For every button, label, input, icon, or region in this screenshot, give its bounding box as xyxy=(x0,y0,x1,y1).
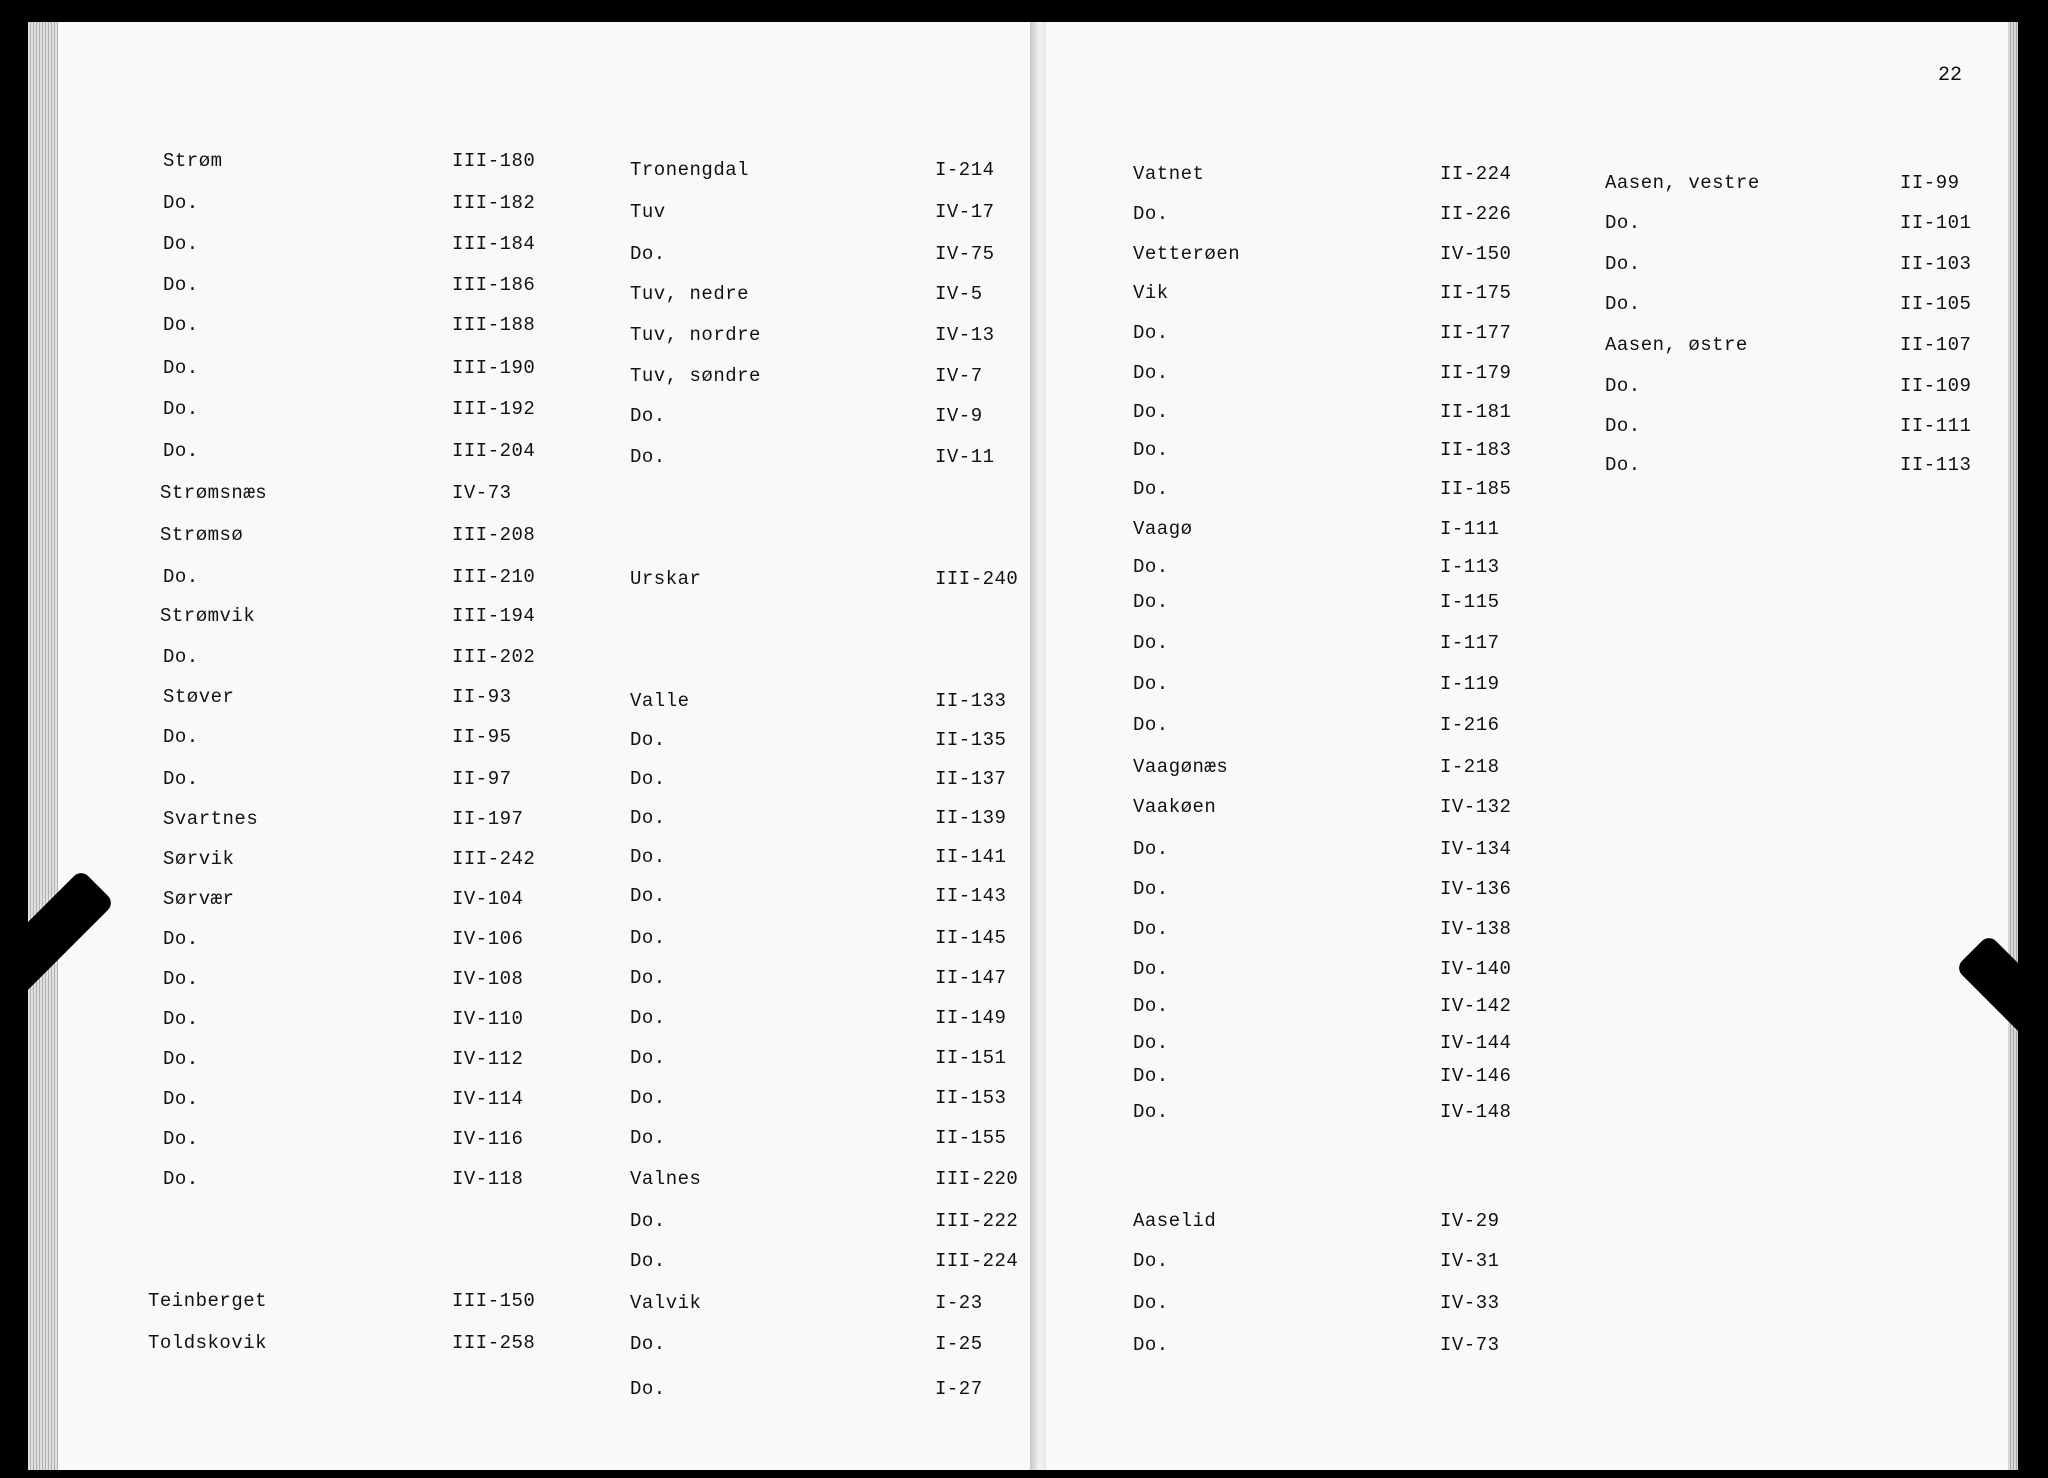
page-stack-edge-right xyxy=(2008,22,2018,1470)
entry-name: Do. xyxy=(163,726,199,748)
entry-reference: IV-29 xyxy=(1440,1210,1500,1232)
entry-reference: IV-108 xyxy=(452,968,524,990)
entry-name: Tuv, nordre xyxy=(630,324,761,346)
entry-name: Do. xyxy=(163,1008,199,1030)
entry-name: Do. xyxy=(630,1127,666,1149)
entry-reference: IV-112 xyxy=(452,1048,524,1070)
entry-name: Do. xyxy=(630,729,666,751)
page-number: 22 xyxy=(1938,64,1963,87)
entry-reference: III-188 xyxy=(452,314,536,336)
entry-name: Do. xyxy=(163,768,199,790)
entry-reference: II-141 xyxy=(935,846,1007,868)
entry-name: Strøm xyxy=(163,150,223,172)
entry-name: Do. xyxy=(1133,673,1169,695)
entry-reference: III-242 xyxy=(452,848,536,870)
entry-reference: IV-144 xyxy=(1440,1032,1512,1054)
entry-reference: II-181 xyxy=(1440,401,1512,423)
entry-reference: III-210 xyxy=(452,566,536,588)
entry-reference: II-151 xyxy=(935,1047,1007,1069)
entry-name: Do. xyxy=(1133,1032,1169,1054)
entry-reference: I-119 xyxy=(1440,673,1500,695)
entry-name: Do. xyxy=(1133,322,1169,344)
entry-name: Vatnet xyxy=(1133,163,1205,185)
entry-reference: III-204 xyxy=(452,440,536,462)
entry-reference: I-117 xyxy=(1440,632,1500,654)
entry-reference: IV-142 xyxy=(1440,995,1512,1017)
entry-name: Do. xyxy=(1133,591,1169,613)
entry-reference: III-150 xyxy=(452,1290,536,1312)
entry-name: Strømvik xyxy=(160,605,256,627)
entry-name: Vik xyxy=(1133,282,1169,304)
entry-reference: IV-132 xyxy=(1440,796,1512,818)
entry-name: Do. xyxy=(163,1128,199,1150)
entry-name: Do. xyxy=(630,405,666,427)
entry-reference: I-111 xyxy=(1440,518,1500,540)
entry-name: Do. xyxy=(1133,1334,1169,1356)
entry-reference: II-177 xyxy=(1440,322,1512,344)
entry-reference: II-107 xyxy=(1900,334,1972,356)
entry-name: Do. xyxy=(630,1007,666,1029)
entry-reference: IV-116 xyxy=(452,1128,524,1150)
entry-name: Do. xyxy=(630,807,666,829)
entry-name: Aasen, vestre xyxy=(1605,172,1760,194)
entry-reference: I-25 xyxy=(935,1333,983,1355)
entry-reference: III-222 xyxy=(935,1210,1019,1232)
entry-name: Do. xyxy=(630,1047,666,1069)
entry-reference: II-103 xyxy=(1900,253,1972,275)
entry-reference: II-113 xyxy=(1900,454,1972,476)
entry-name: Do. xyxy=(163,440,199,462)
entry-reference: IV-5 xyxy=(935,283,983,305)
entry-name: Do. xyxy=(1133,362,1169,384)
entry-name: Do. xyxy=(163,314,199,336)
entry-name: Do. xyxy=(163,968,199,990)
entry-reference: IV-11 xyxy=(935,446,995,468)
entry-reference: IV-136 xyxy=(1440,878,1512,900)
entry-reference: I-115 xyxy=(1440,591,1500,613)
entry-name: Do. xyxy=(1133,1292,1169,1314)
entry-name: Valvik xyxy=(630,1292,702,1314)
entry-reference: IV-9 xyxy=(935,405,983,427)
entry-reference: I-23 xyxy=(935,1292,983,1314)
entry-reference: II-101 xyxy=(1900,212,1972,234)
entry-name: Vaakøen xyxy=(1133,796,1217,818)
entry-reference: II-149 xyxy=(935,1007,1007,1029)
entry-name: Do. xyxy=(1605,375,1641,397)
entry-name: Do. xyxy=(630,243,666,265)
entry-reference: II-224 xyxy=(1440,163,1512,185)
entry-reference: IV-75 xyxy=(935,243,995,265)
entry-reference: IV-138 xyxy=(1440,918,1512,940)
page-stack-edge-left xyxy=(28,22,58,1470)
entry-reference: II-97 xyxy=(452,768,512,790)
entry-reference: IV-31 xyxy=(1440,1250,1500,1272)
entry-reference: III-182 xyxy=(452,192,536,214)
entry-reference: II-111 xyxy=(1900,415,1972,437)
entry-name: Do. xyxy=(630,885,666,907)
entry-reference: III-186 xyxy=(452,274,536,296)
entry-reference: IV-7 xyxy=(935,365,983,387)
entry-name: Do. xyxy=(1133,995,1169,1017)
entry-name: Vetterøen xyxy=(1133,243,1241,265)
entry-reference: III-202 xyxy=(452,646,536,668)
entry-name: Tronengdal xyxy=(630,159,750,181)
entry-reference: III-224 xyxy=(935,1250,1019,1272)
entry-reference: I-214 xyxy=(935,159,995,181)
entry-name: Do. xyxy=(1133,918,1169,940)
entry-reference: II-197 xyxy=(452,808,524,830)
entry-reference: II-93 xyxy=(452,686,512,708)
entry-reference: II-105 xyxy=(1900,293,1972,315)
entry-reference: IV-73 xyxy=(1440,1334,1500,1356)
entry-name: Tuv xyxy=(630,201,666,223)
entry-name: Do. xyxy=(1133,958,1169,980)
entry-name: Vaagønæs xyxy=(1133,756,1229,778)
entry-name: Do. xyxy=(1133,1065,1169,1087)
entry-name: Do. xyxy=(163,233,199,255)
entry-reference: II-95 xyxy=(452,726,512,748)
entry-reference: III-258 xyxy=(452,1332,536,1354)
entry-reference: II-175 xyxy=(1440,282,1512,304)
entry-reference: II-133 xyxy=(935,690,1007,712)
entry-name: Valle xyxy=(630,690,690,712)
entry-name: Do. xyxy=(630,1250,666,1272)
entry-reference: IV-17 xyxy=(935,201,995,223)
entry-name: Valnes xyxy=(630,1168,702,1190)
entry-name: Aaselid xyxy=(1133,1210,1217,1232)
entry-reference: I-27 xyxy=(935,1378,983,1400)
entry-reference: IV-146 xyxy=(1440,1065,1512,1087)
entry-name: Do. xyxy=(630,1087,666,1109)
entry-name: Do. xyxy=(1133,878,1169,900)
entry-name: Do. xyxy=(1133,556,1169,578)
entry-name: Do. xyxy=(1133,401,1169,423)
entry-reference: II-139 xyxy=(935,807,1007,829)
entry-reference: III-190 xyxy=(452,357,536,379)
entry-name: Toldskovik xyxy=(148,1332,268,1354)
entry-reference: I-113 xyxy=(1440,556,1500,578)
entry-name: Do. xyxy=(630,1210,666,1232)
entry-name: Do. xyxy=(630,967,666,989)
entry-name: Do. xyxy=(163,1088,199,1110)
entry-reference: III-180 xyxy=(452,150,536,172)
entry-reference: III-194 xyxy=(452,605,536,627)
entry-reference: II-183 xyxy=(1440,439,1512,461)
entry-reference: II-109 xyxy=(1900,375,1972,397)
book-gutter xyxy=(1030,22,1046,1470)
entry-reference: IV-140 xyxy=(1440,958,1512,980)
entry-reference: IV-104 xyxy=(452,888,524,910)
entry-name: Do. xyxy=(163,1168,199,1190)
entry-name: Sørvær xyxy=(163,888,235,910)
entry-name: Tuv, søndre xyxy=(630,365,761,387)
entry-name: Do. xyxy=(163,928,199,950)
entry-reference: IV-150 xyxy=(1440,243,1512,265)
entry-reference: III-220 xyxy=(935,1168,1019,1190)
entry-reference: II-145 xyxy=(935,927,1007,949)
entry-name: Vaagø xyxy=(1133,518,1193,540)
entry-name: Do. xyxy=(163,398,199,420)
entry-name: Do. xyxy=(1133,632,1169,654)
entry-name: Do. xyxy=(163,357,199,379)
entry-reference: III-240 xyxy=(935,568,1019,590)
entry-reference: II-143 xyxy=(935,885,1007,907)
left-page xyxy=(58,22,1039,1470)
entry-name: Do. xyxy=(1133,1101,1169,1123)
entry-reference: IV-110 xyxy=(452,1008,524,1030)
entry-reference: II-155 xyxy=(935,1127,1007,1149)
entry-name: Do. xyxy=(630,1378,666,1400)
entry-name: Sørvik xyxy=(163,848,235,870)
entry-name: Urskar xyxy=(630,568,702,590)
entry-reference: III-192 xyxy=(452,398,536,420)
entry-reference: IV-134 xyxy=(1440,838,1512,860)
entry-name: Do. xyxy=(630,927,666,949)
entry-reference: II-135 xyxy=(935,729,1007,751)
entry-name: Do. xyxy=(1133,203,1169,225)
entry-name: Do. xyxy=(163,192,199,214)
entry-reference: II-137 xyxy=(935,768,1007,790)
entry-reference: IV-106 xyxy=(452,928,524,950)
entry-name: Do. xyxy=(1133,439,1169,461)
entry-name: Teinberget xyxy=(148,1290,268,1312)
entry-reference: IV-148 xyxy=(1440,1101,1512,1123)
entry-name: Do. xyxy=(163,1048,199,1070)
entry-name: Støver xyxy=(163,686,235,708)
entry-name: Do. xyxy=(630,446,666,468)
entry-reference: II-226 xyxy=(1440,203,1512,225)
entry-name: Do. xyxy=(1133,714,1169,736)
entry-reference: IV-118 xyxy=(452,1168,524,1190)
entry-name: Svartnes xyxy=(163,808,259,830)
entry-name: Tuv, nedre xyxy=(630,283,750,305)
entry-name: Do. xyxy=(1605,293,1641,315)
entry-reference: II-147 xyxy=(935,967,1007,989)
entry-name: Strømsnæs xyxy=(160,482,268,504)
entry-name: Do. xyxy=(1605,253,1641,275)
entry-reference: I-218 xyxy=(1440,756,1500,778)
entry-name: Strømsø xyxy=(160,524,244,546)
entry-name: Do. xyxy=(630,768,666,790)
entry-name: Do. xyxy=(163,566,199,588)
entry-reference: IV-13 xyxy=(935,324,995,346)
entry-name: Do. xyxy=(630,1333,666,1355)
entry-reference: IV-114 xyxy=(452,1088,524,1110)
entry-reference: IV-33 xyxy=(1440,1292,1500,1314)
entry-reference: III-184 xyxy=(452,233,536,255)
entry-reference: II-99 xyxy=(1900,172,1960,194)
entry-reference: II-185 xyxy=(1440,478,1512,500)
entry-name: Do. xyxy=(1133,838,1169,860)
entry-name: Do. xyxy=(163,646,199,668)
entry-reference: III-208 xyxy=(452,524,536,546)
entry-name: Do. xyxy=(163,274,199,296)
entry-name: Do. xyxy=(1605,454,1641,476)
entry-name: Aasen, østre xyxy=(1605,334,1748,356)
entry-reference: IV-73 xyxy=(452,482,512,504)
entry-name: Do. xyxy=(1133,1250,1169,1272)
entry-reference: I-216 xyxy=(1440,714,1500,736)
entry-reference: II-179 xyxy=(1440,362,1512,384)
entry-name: Do. xyxy=(1605,415,1641,437)
entry-name: Do. xyxy=(1133,478,1169,500)
entry-name: Do. xyxy=(1605,212,1641,234)
entry-name: Do. xyxy=(630,846,666,868)
entry-reference: II-153 xyxy=(935,1087,1007,1109)
right-page xyxy=(1040,22,2008,1470)
